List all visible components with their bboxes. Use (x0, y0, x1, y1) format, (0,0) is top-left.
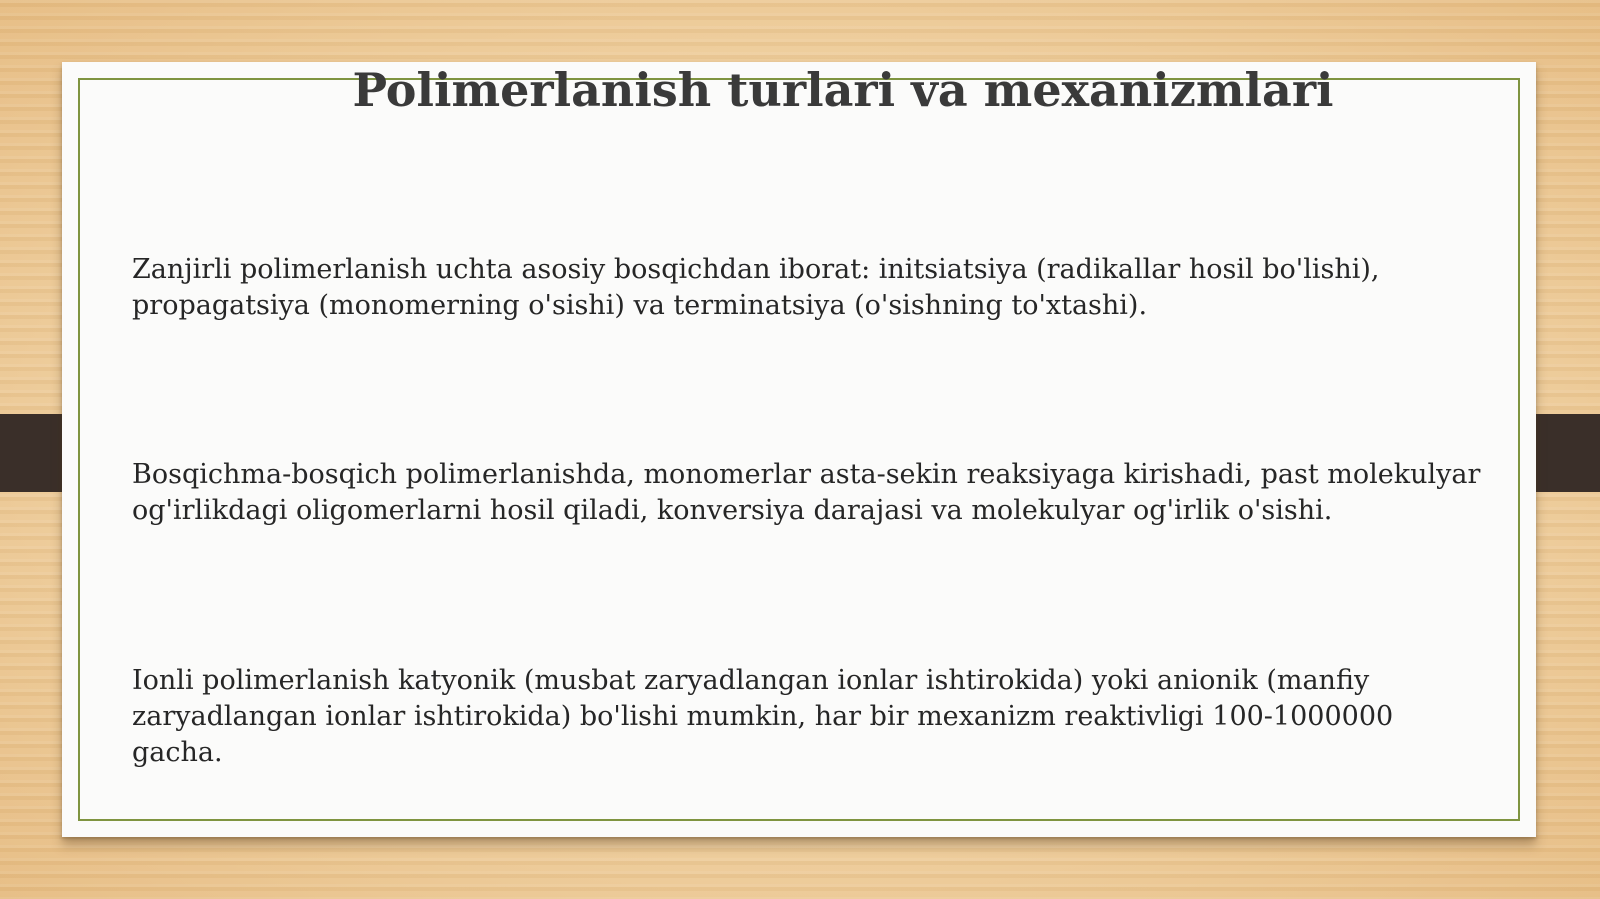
paragraph-chain-polymerization: Zanjirli polimerlanish uchta asosiy bosqichdan iborat: initsiatsiya (radikallar hosil bo'lishi), propagatsiya (monomerning o'sishi) va terminatsiya (o'sishning to'xtashi). (132, 254, 1380, 321)
slide-title: Polimerlanish turlari va mexanizmlari (352, 63, 1334, 117)
paragraph-ionic-polymerization: Ionli polimerlanish katyonik (musbat zaryadlangan ionlar ishtirokida) yoki anionik (manfiy zaryadlangan ionlar ishtirokida) bo'lishi mumkin, har bir mexanizm reaktivligi 100-1000000 gacha. (132, 665, 1394, 768)
slide-paper (62, 62, 1536, 837)
paragraph-step-polymerization: Bosqichma-bosqich polimerlanishda, monomerlar asta-sekin reaksiyaga kirishadi, past molekulyar og'irlikdagi oligomerlarni hosil qiladi, konversiya darajasi va molekulyar og'irlik o'sishi. (132, 459, 1481, 526)
